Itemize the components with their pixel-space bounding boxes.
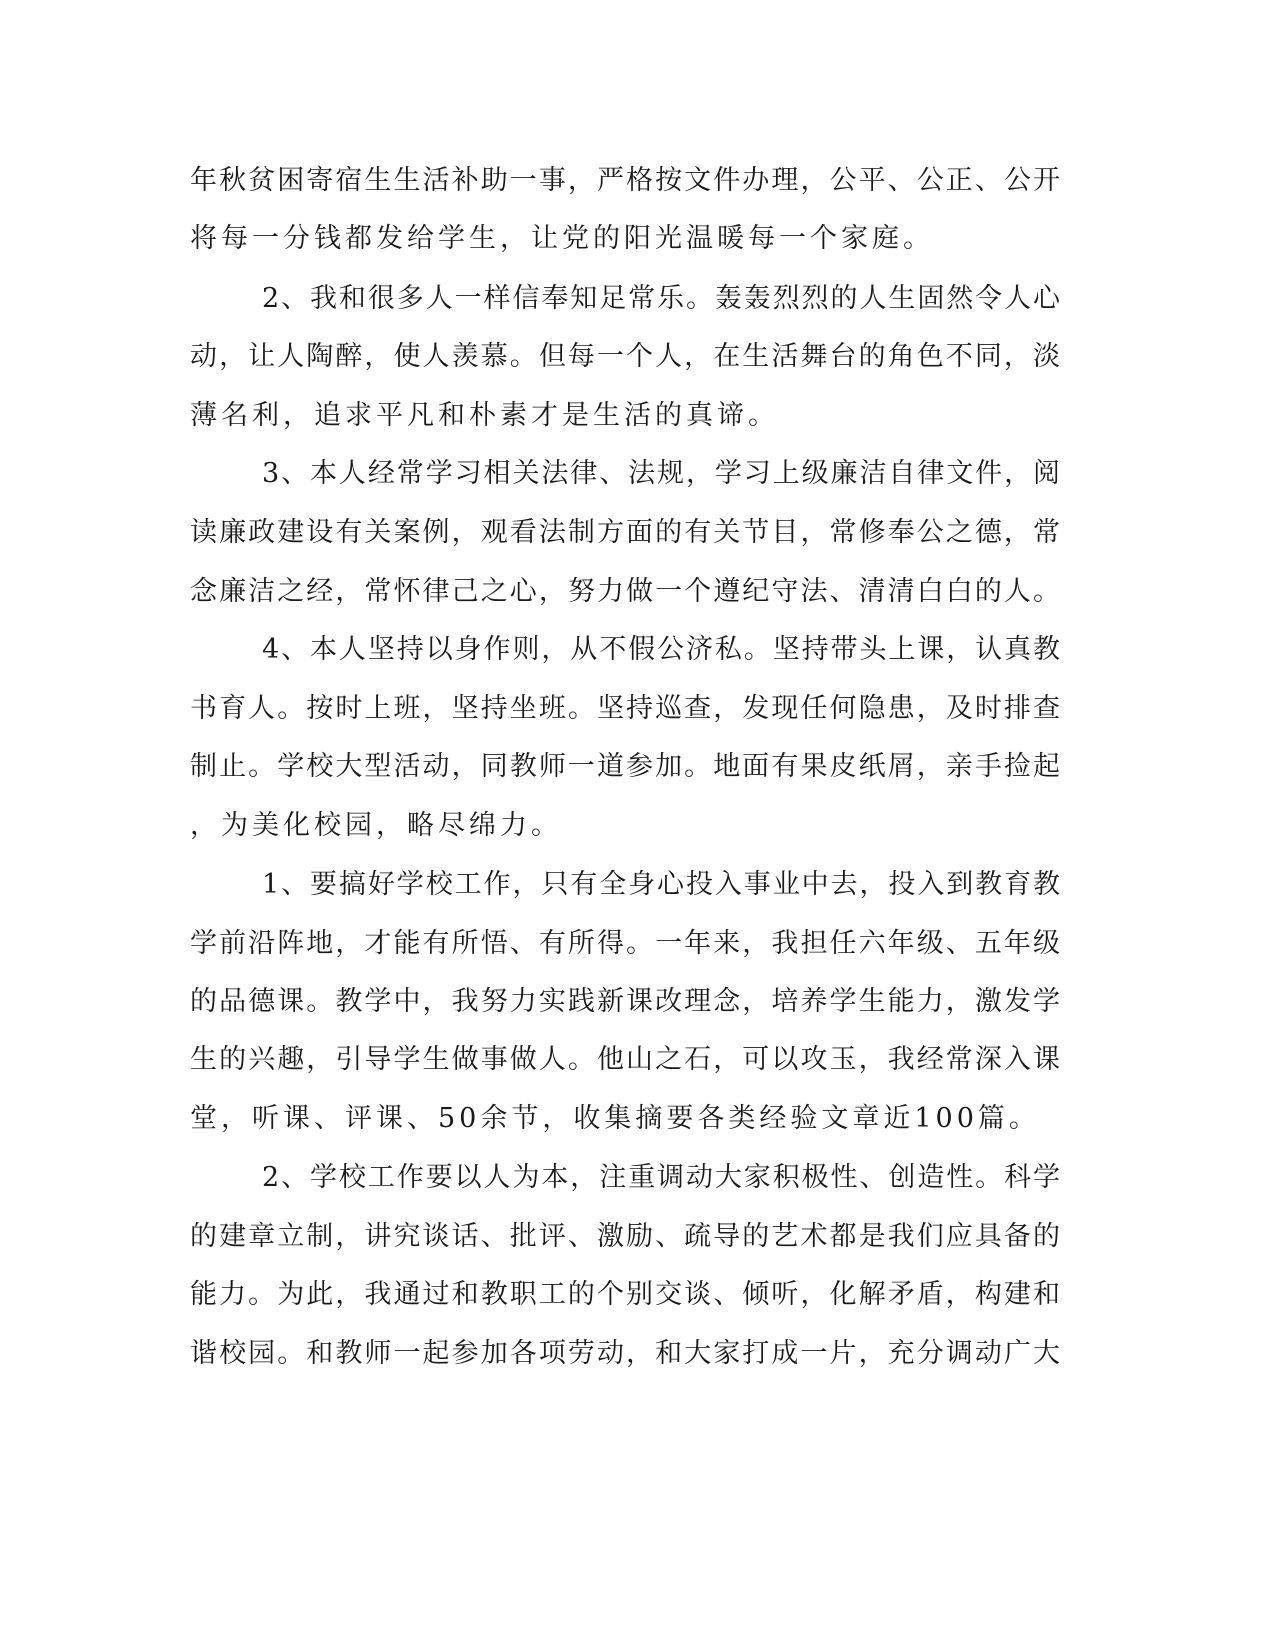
text-line: 将每一分钱都发给学生，让党的阳光温暖每一个家庭。	[190, 223, 934, 254]
text-line: 薄名利，追求平凡和朴素才是生活的真谛。	[190, 400, 779, 431]
text-line: 2、学校工作要以人为本，注重调动大家积极性、创造性。科学	[262, 1162, 1060, 1193]
text-line: 书育人。按时上班，坚持坐班。坚持巡查，发现任何隐患，及时排查	[190, 693, 1060, 724]
text-line: 2、我和很多人一样信奉知足常乐。轰轰烈烈的人生固然令人心	[262, 283, 1060, 314]
text-line: ，为美化校园，略尽绵力。	[190, 810, 562, 841]
text-line: 动，让人陶醉，使人羡慕。但每一个人，在生活舞台的角色不同，淡	[190, 341, 1060, 372]
text-line: 堂，听课、评课、50余节，收集摘要各类经验文章近100篇。	[190, 1103, 1040, 1134]
text-line: 制止。学校大型活动，同教师一道参加。地面有果皮纸屑，亲手捡起	[190, 751, 1060, 782]
text-line: 学前沿阵地，才能有所悟、有所得。一年来，我担任六年级、五年级	[190, 928, 1060, 959]
text-line: 的品德课。教学中，我努力实践新课改理念，培养学生能力，激发学	[190, 986, 1060, 1017]
text-line: 生的兴趣，引导学生做事做人。他山之石，可以攻玉，我经常深入课	[190, 1044, 1060, 1075]
text-line: 1、要搞好学校工作，只有全身心投入事业中去，投入到教育教	[262, 869, 1060, 900]
text-line: 年秋贫困寄宿生生活补助一事，严格按文件办理，公平、公正、公开	[190, 165, 1060, 196]
text-line: 念廉洁之经，常怀律己之心，努力做一个遵纪守法、清清白白的人。	[190, 576, 1060, 607]
text-line: 3、本人经常学习相关法律、法规，学习上级廉洁自律文件，阅	[262, 458, 1060, 489]
text-line: 能力。为此，我通过和教职工的个别交谈、倾听，化解矛盾，构建和	[190, 1279, 1060, 1310]
text-line: 的建章立制，讲究谈话、批评、激励、疏导的艺术都是我们应具备的	[190, 1221, 1060, 1252]
text-line: 读廉政建设有关案例，观看法制方面的有关节目，常修奉公之德，常	[190, 517, 1060, 548]
text-line: 谐校园。和教师一起参加各项劳动，和大家打成一片，充分调动广大	[190, 1338, 1060, 1369]
text-line: 4、本人坚持以身作则，从不假公济私。坚持带头上课，认真教	[262, 634, 1060, 665]
